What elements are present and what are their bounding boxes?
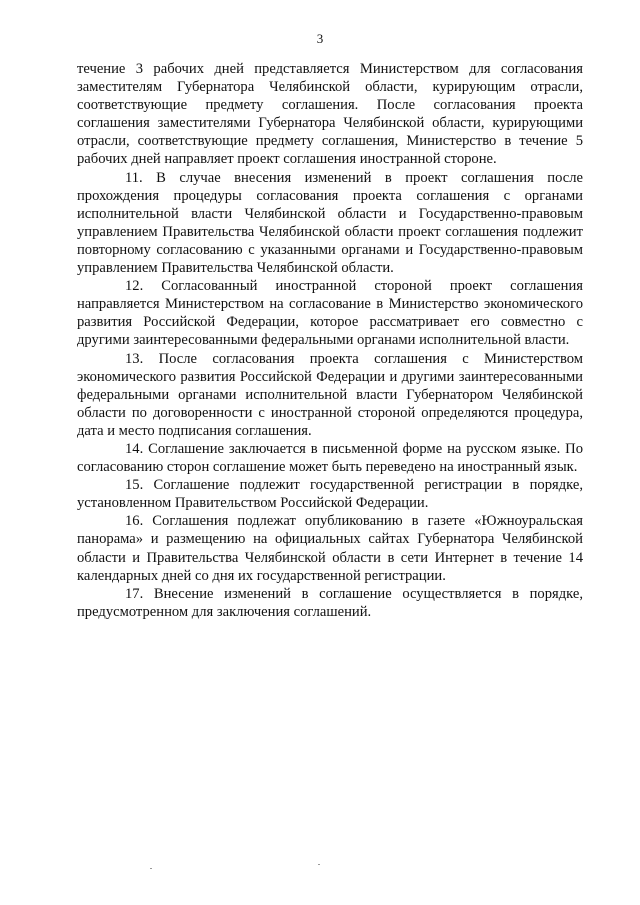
page-number: 3	[316, 31, 324, 46]
paragraph-12: 12. Согласованный иностранной стороной проект соглашения направляется Министерством на согласование в Министерство экономического развития Российской Федерации, которое рассматривает его совместно с другими заинтересованными федеральными органами исполнительной власти.	[77, 278, 583, 349]
paragraph-15: 15. Соглашение подлежит государственной регистрации в порядке, установленном Правительством Российской Федерации.	[77, 477, 583, 512]
paragraph-17: 17. Внесение изменений в соглашение осуществляется в порядке, предусмотренном для заключения соглашений.	[77, 585, 583, 620]
paragraph-16: 16. Соглашения подлежат опубликованию в газете «Южноуральская панорама» и размещению на официальных сайтах Губернатора Челябинской области и Правительства Челябинской области в сети Интернет в течение 14 календарных дней со дня их государственной регистрации.	[77, 513, 583, 584]
paragraph-13: 13. После согласования проекта соглашения с Министерством экономического развития Российской Федерации и другими заинтересованными федеральными органами исполнительной власти Губернатором Челябинской области по договоренности с иностранной стороной определяются процедура, дата и место подписания соглашения.	[77, 350, 583, 439]
paragraph-14: 14. Соглашение заключается в письменной форме на русском языке. По согласованию сторон соглашение может быть переведено на иностранный язык.	[77, 440, 583, 476]
paragraph-11: 11. В случае внесения изменений в проект соглашения после прохождения процедуры согласования проекта соглашения с органами исполнительной власти Челябинской области и Государственно-правовым управлением Правительства Челябинской области проект соглашения подлежит повторному согласованию с указанными органами и Государственно-правовым управлением Правительства Челябинской области.	[77, 169, 583, 277]
paragraph-continuation: течение 3 рабочих дней представляется Министерством для согласования заместителям Губернатора Челябинской области, курирующим отрасли, соответствующие предмету соглашения. После согласования проекта соглашения заместителями Губернатора Челябинской области, курирующими отрасли, соответствующие предмету соглашения, Министерство в течение 5 рабочих дней направляет проект соглашения иностранной стороне.	[77, 61, 583, 168]
scan-artifact-left	[150, 868, 152, 869]
document-body	[77, 60, 583, 621]
scan-artifact-right	[318, 864, 320, 865]
